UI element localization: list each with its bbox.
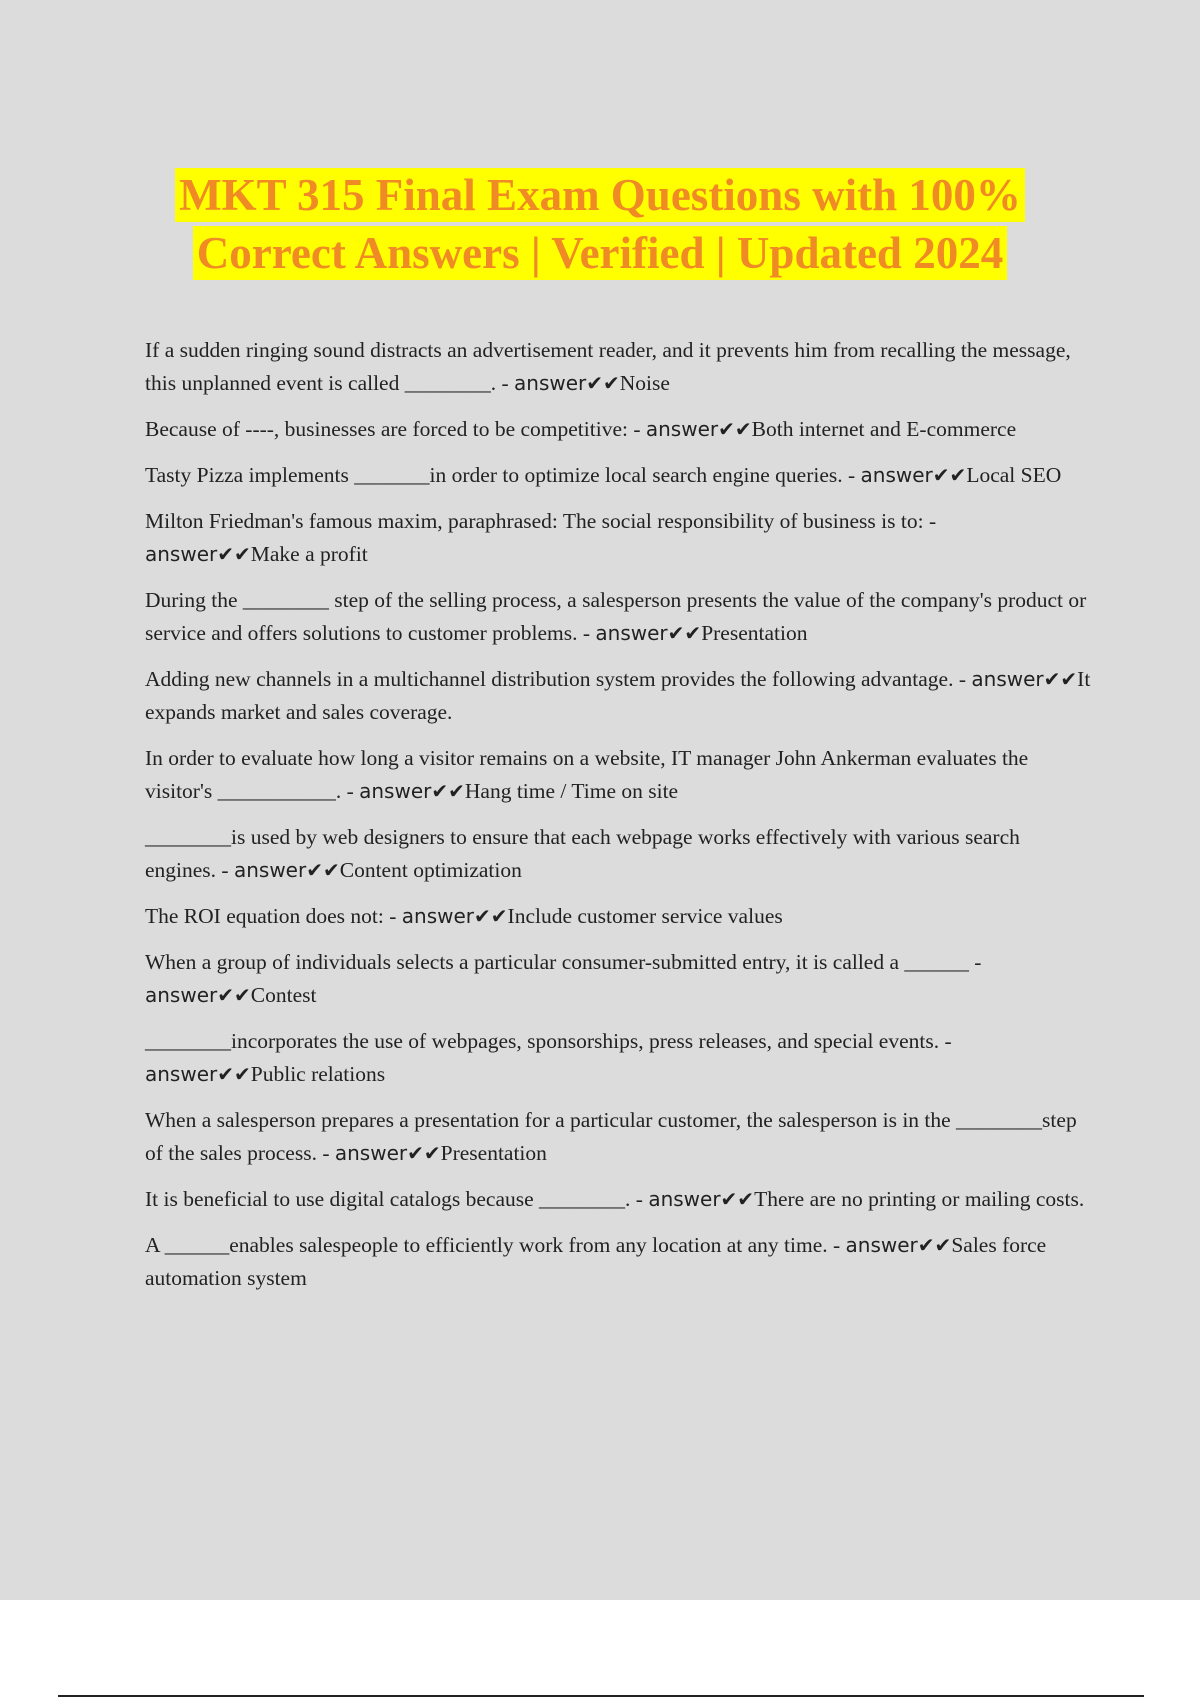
answer-marker: answer✔✔ <box>145 983 251 1007</box>
qa-item <box>145 584 1095 650</box>
qa-item <box>145 1104 1095 1170</box>
qa-item <box>145 821 1095 887</box>
answer-marker: answer✔✔ <box>401 904 508 928</box>
answer-text: Contest <box>250 983 317 1007</box>
answer-text: Include customer service values <box>507 904 783 928</box>
answer-text: Public relations <box>250 1062 386 1086</box>
question-text: When a salesperson prepares a presentation for a particular customer, the salesperson is in the ________step of the sales process. - <box>145 1108 1077 1165</box>
question-text: If a sudden ringing sound distracts an advertisement reader, and it prevents him from recalling the message, this unplanned event is called ________. - <box>145 338 1071 395</box>
title-line-2: Correct Answers | Verified | Updated 2024 <box>193 226 1007 280</box>
qa-item <box>145 1183 1095 1216</box>
question-text: It is beneficial to use digital catalogs because ________. - <box>145 1187 649 1211</box>
qa-item <box>145 413 1095 446</box>
answer-marker: answer✔✔ <box>860 463 967 487</box>
answer-text: Presentation <box>701 621 808 645</box>
answer-marker: answer✔✔ <box>845 1233 952 1257</box>
qa-item <box>145 742 1095 808</box>
answer-marker: answer✔✔ <box>971 667 1078 691</box>
question-text: Because of ----, businesses are forced to be competitive: - <box>145 417 646 441</box>
qa-item <box>145 1025 1095 1091</box>
answer-marker: answer✔✔ <box>334 1141 441 1165</box>
footer-divider <box>58 1695 1144 1697</box>
answer-text: Local SEO <box>966 463 1062 487</box>
question-text: When a group of individuals selects a particular consumer-submitted entry, it is called a ______ - <box>145 950 982 974</box>
answer-marker: answer✔✔ <box>359 779 465 803</box>
answer-marker: answer✔✔ <box>514 371 620 395</box>
question-text: The ROI equation does not: - <box>145 904 402 928</box>
qa-list <box>145 334 1095 1308</box>
qa-item <box>145 1229 1095 1295</box>
answer-text: Noise <box>619 371 670 395</box>
answer-marker: answer✔✔ <box>145 1062 251 1086</box>
answer-text: Presentation <box>440 1141 547 1165</box>
title-line-1: MKT 315 Final Exam Questions with 100% <box>175 168 1025 222</box>
answer-text: Both internet and E-commerce <box>751 417 1017 441</box>
answer-marker: answer✔✔ <box>648 1187 755 1211</box>
qa-item <box>145 946 1095 1012</box>
answer-marker: answer✔✔ <box>145 542 251 566</box>
question-text: A ______enables salespeople to efficiently work from any location at any time. - <box>145 1233 846 1257</box>
answer-text: There are no printing or mailing costs. <box>754 1187 1085 1211</box>
answer-text: It expands market and sales coverage. <box>145 667 1091 724</box>
answer-marker: answer✔✔ <box>645 417 752 441</box>
answer-marker: answer✔✔ <box>595 621 702 645</box>
qa-item <box>145 505 1095 571</box>
answer-text: Make a profit <box>250 542 368 566</box>
question-text: During the ________ step of the selling process, a salesperson presents the value of the company's product or service and offers solutions to customer problems. - <box>145 588 1087 645</box>
document-title <box>0 166 1200 282</box>
answer-text: Hang time / Time on site <box>464 779 679 803</box>
qa-item <box>145 663 1095 729</box>
qa-item <box>145 459 1095 492</box>
question-text: Milton Friedman's famous maxim, paraphrased: The social responsibility of business is to: - <box>145 509 937 533</box>
answer-marker: answer✔✔ <box>233 858 340 882</box>
question-text: ________is used by web designers to ensure that each webpage works effectively with various search engines. - <box>145 825 1020 882</box>
question-text: Tasty Pizza implements _______in order to optimize local search engine queries. - <box>145 463 861 487</box>
question-text: ________incorporates the use of webpages, sponsorships, press releases, and special events. - <box>145 1029 952 1053</box>
question-text: In order to evaluate how long a visitor remains on a website, IT manager John Ankerman evaluates the visitor's ___________. - <box>145 746 1029 803</box>
qa-item <box>145 334 1095 400</box>
qa-item <box>145 900 1095 933</box>
question-text: Adding new channels in a multichannel distribution system provides the following advantage. - <box>145 667 972 691</box>
answer-text: Sales force automation system <box>145 1233 1047 1290</box>
answer-text: Content optimization <box>339 858 522 882</box>
